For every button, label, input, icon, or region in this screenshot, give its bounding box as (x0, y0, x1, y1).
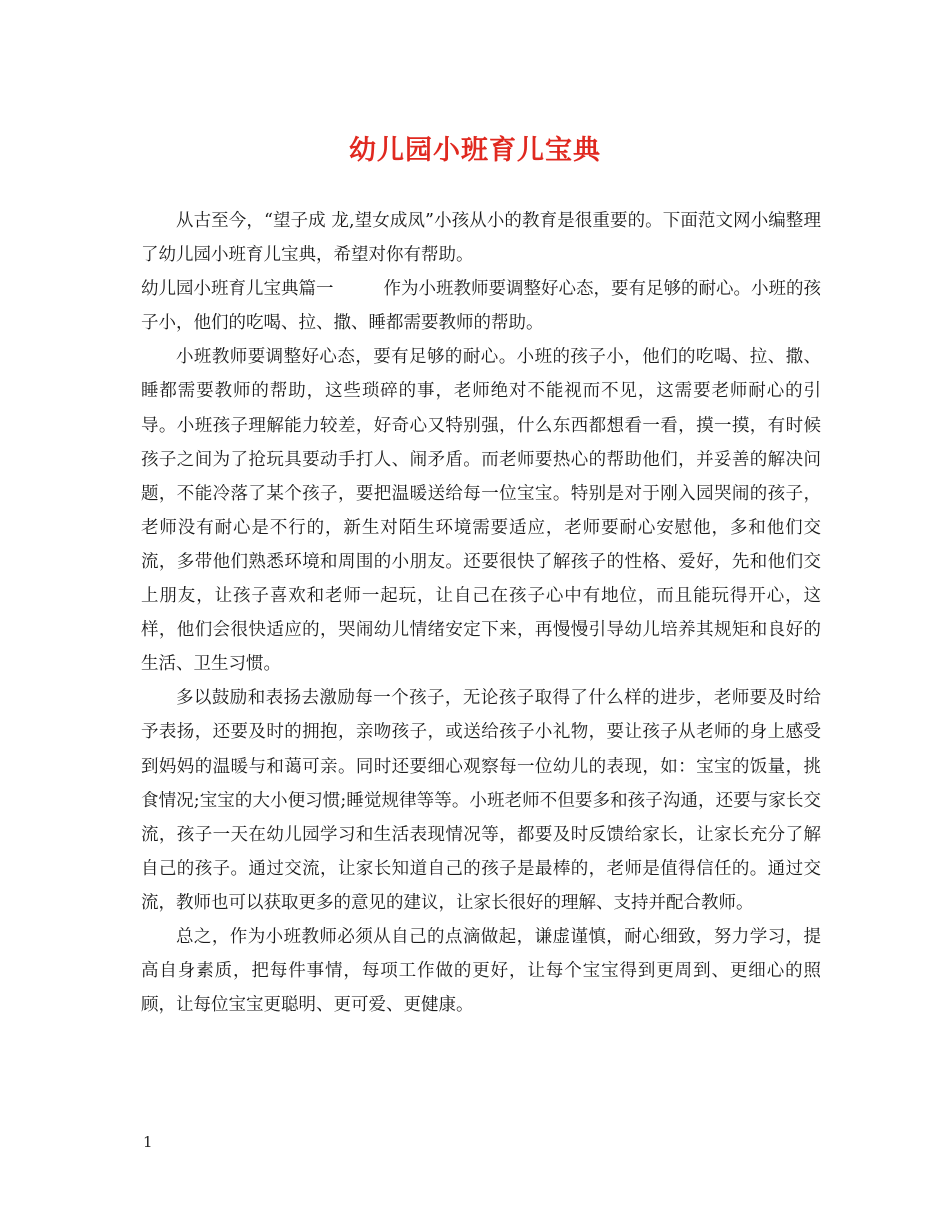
section-lead: 作为小班教师要调整好心态，要有足够的耐心。小班的孩子小，他们的吃喝、拉、撒、睡都需要教师的帮助。 (141, 279, 821, 334)
section-paragraph (141, 272, 821, 340)
section-heading: 幼儿园小班育儿宝典篇一 (141, 279, 334, 300)
body-paragraph-1: 小班教师要调整好心态，要有足够的耐心。小班的孩子小，他们的吃喝、拉、撒、睡都需要教师的帮助，这些琐碎的事，老师绝对不能视而不见，这需要老师耐心的引导。小班孩子理解能力较差，好奇心又特别强，什么东西都想看一看，摸一摸，有时候孩子之间为了抢玩具要动手打人、闹矛盾。而老师要热心的帮助他们，并妥善的解决问题，不能冷落了某个孩子，要把温暖送给每一位宝宝。特别是对于刚入园哭闹的孩子，老师没有耐心是不行的，新生对陌生环境需要适应，老师要耐心安慰他，多和他们交流，多带他们熟悉环境和周围的小朋友。还要很快了解孩子的性格、爱好，先和他们交上朋友，让孩子喜欢和老师一起玩，让自己在孩子心中有地位，而且能玩得开心，这样，他们会很快适应的，哭闹幼儿情绪安定下来，再慢慢引导幼儿培养其规矩和良好的生活、卫生习惯。 (141, 347, 821, 675)
page-number: 1 (143, 1133, 153, 1151)
body-paragraph-2: 多以鼓励和表扬去激励每一个孩子，无论孩子取得了什么样的进步，老师要及时给予表扬，还要及时的拥抱，亲吻孩子，或送给孩子小礼物，要让孩子从老师的身上感受到妈妈的温暖与和蔼可亲。同时还要细心观察每一位幼儿的表现，如：宝宝的饭量，挑食情况;宝宝的大小便习惯;睡觉规律等等。小班老师不但要多和孩子沟通，还要与家长交流，孩子一天在幼儿园学习和生活表现情况等，都要及时反馈给家长，让家长充分了解自己的孩子。通过交流，让家长知道自己的孩子是最棒的，老师是值得信任的。通过交流，教师也可以获取更多的意见的建议，让家长很好的理解、支持并配合教师。 (141, 688, 821, 913)
intro-paragraph: 从古至今，“望子成 龙,望女成凤”小孩从小的教育是很重要的。下面范文网小编整理了幼儿园小班育儿宝典，希望对你有帮助。 (141, 211, 821, 266)
body-paragraph-3: 总之，作为小班教师必须从自己的点滴做起，谦虚谨慎，耐心细致，努力学习，提高自身素质，把每件事情，每项工作做的更好，让每个宝宝得到更周到、更细心的照顾，让每位宝宝更聪明、更可爱、更健康。 (141, 926, 821, 1016)
document-title: 幼儿园小班育儿宝典 (349, 135, 601, 166)
document-body (141, 204, 821, 1022)
